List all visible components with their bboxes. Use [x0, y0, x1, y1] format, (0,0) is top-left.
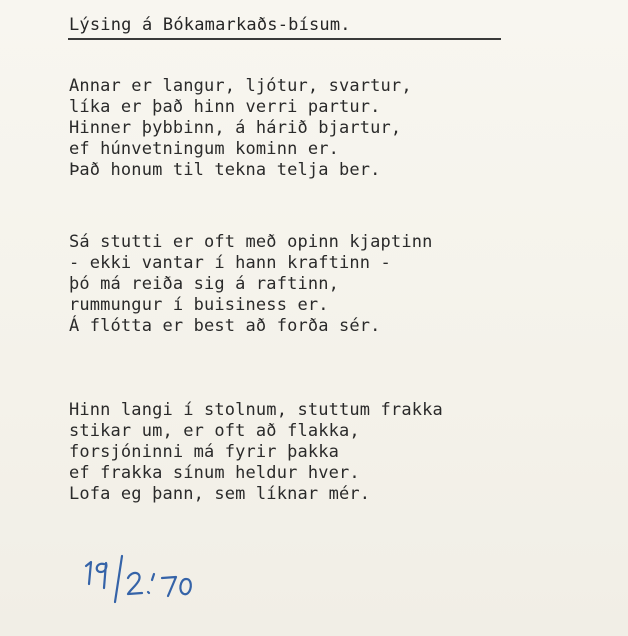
stanza-2 — [69, 232, 432, 337]
poem-title: Lýsing á Bókamarkaðs-bísum. — [69, 15, 351, 35]
poem-line: líka er það hinn verri partur. — [69, 97, 381, 117]
poem-line: Það honum til tekna telja ber. — [69, 160, 381, 180]
poem-line: - ekki vantar í hann kraftinn - — [69, 253, 391, 273]
stanza-3 — [69, 400, 443, 505]
poem-line: ef húnvetningum kominn er. — [69, 139, 340, 159]
poem-line: þó má reiða sig á raftinn, — [69, 274, 340, 294]
poem-line: ef frakka sínum heldur hver. — [69, 463, 360, 483]
poem-line: rummungur í buisiness er. — [69, 295, 329, 315]
handwritten-date — [82, 552, 212, 612]
poem-line: Lofa eg þann, sem líknar mér. — [69, 484, 371, 504]
poem-line: stikar um, er oft að flakka, — [69, 421, 360, 441]
handwritten-date-mark — [82, 552, 212, 612]
title-underline — [68, 38, 501, 40]
poem-line: Sá stutti er oft með opinn kjaptinn — [69, 232, 433, 252]
poem-line: forsjóninni má fyrir þakka — [69, 442, 340, 462]
poem-line: Hinner þybbinn, á hárið bjartur, — [69, 118, 402, 138]
poem-line: Á flótta er best að forða sér. — [69, 316, 381, 336]
poem-line: Hinn langi í stolnum, stuttum frakka — [69, 400, 443, 420]
poem-line: Annar er langur, ljótur, svartur, — [69, 76, 412, 96]
stanza-1 — [69, 76, 412, 181]
